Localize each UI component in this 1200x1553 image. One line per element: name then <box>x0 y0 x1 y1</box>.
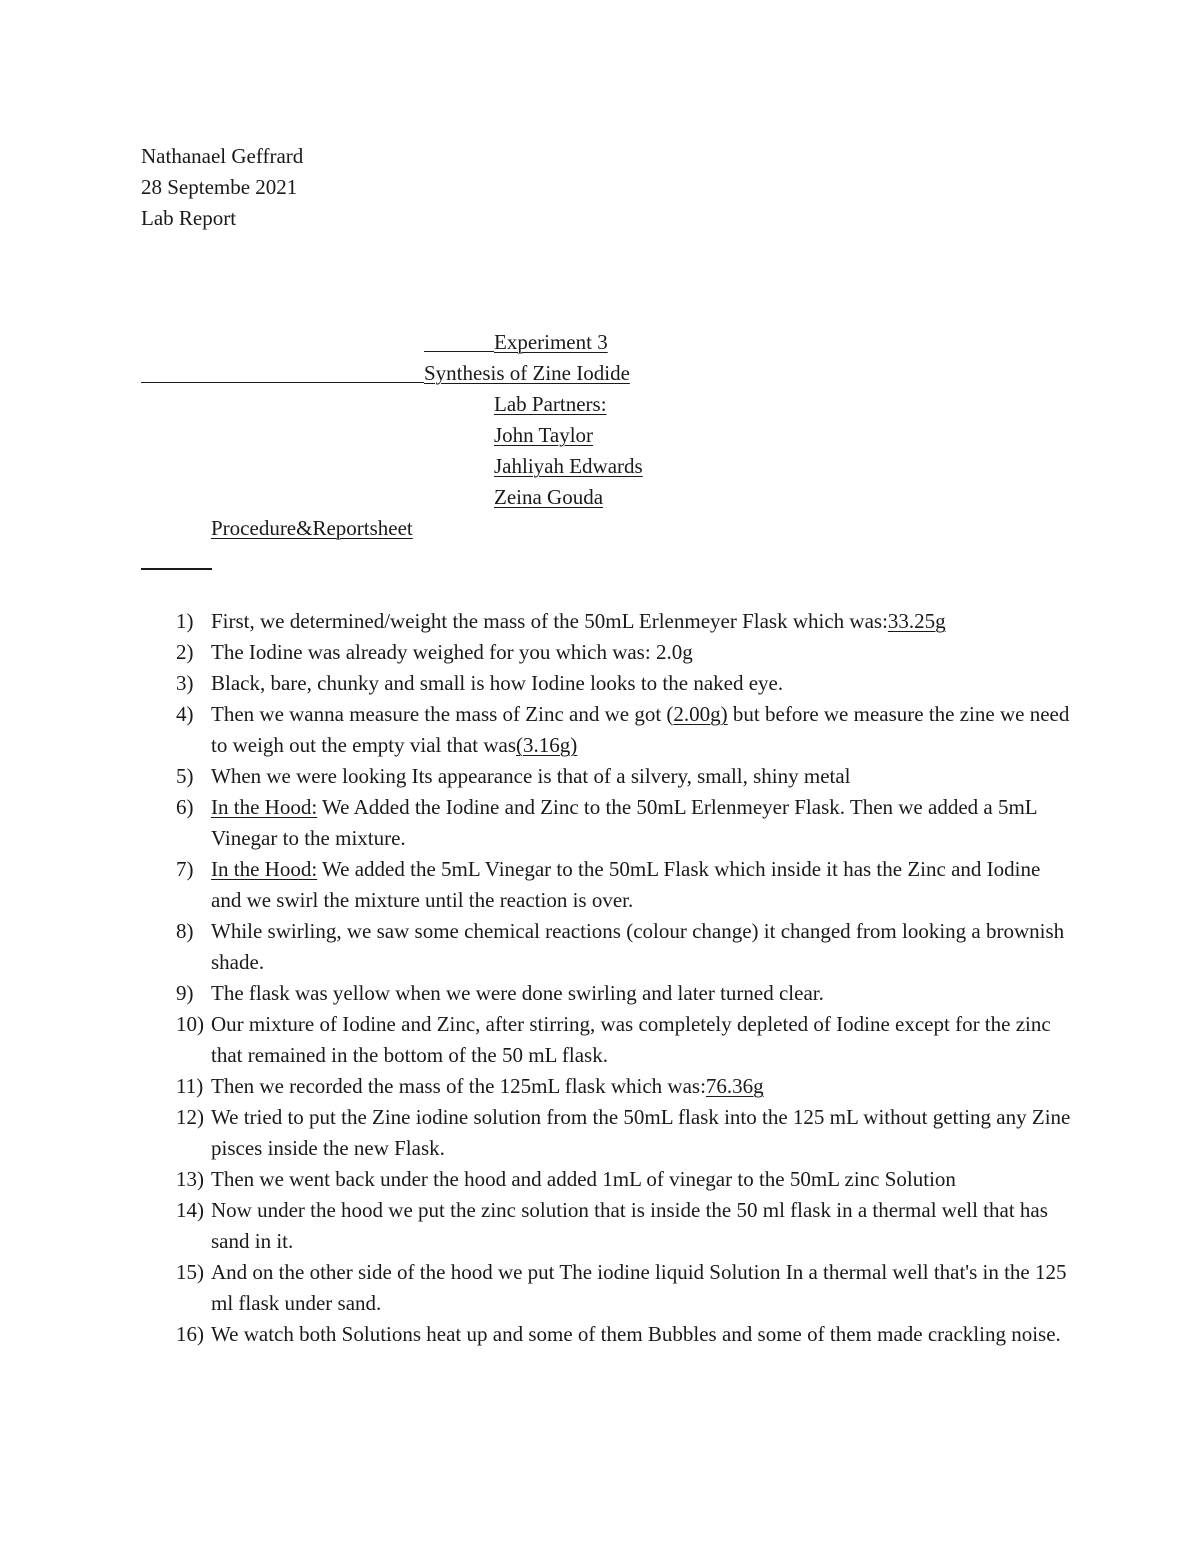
step-number: 6) <box>176 795 194 819</box>
partner-name: Jahliyah Edwards <box>494 454 643 478</box>
step-number: 16) <box>176 1322 204 1346</box>
step-number: 7) <box>176 857 194 881</box>
procedure-step <box>0 854 1071 916</box>
step-text-segment: Now under the hood we put the zinc solution that is inside the 50 ml flask in a thermal well that has sand in it. <box>211 1198 1048 1253</box>
document-header <box>141 141 303 234</box>
partner-line <box>141 420 1141 451</box>
section-rule <box>141 568 212 570</box>
step-text <box>211 916 1071 978</box>
procedure-step <box>0 916 1071 978</box>
underlined-text: 33.25g <box>887 609 946 633</box>
step-text-segment: We added the 5mL Vinegar to the 50mL Flask which inside it has the Zinc and Iodine and we swirl the mixture until the reaction is over. <box>211 857 1041 912</box>
step-text <box>211 1164 1071 1195</box>
step-text-segment: While swirling, we saw some chemical reactions (colour change) it changed from looking a brownish shade. <box>211 919 1065 974</box>
procedure-step <box>0 637 1071 668</box>
subtitle-line <box>141 358 1141 389</box>
procedure-step <box>0 606 1071 637</box>
step-text-segment: The Iodine was already weighed for you which was: 2.0g <box>211 640 693 664</box>
procedure-step <box>0 1257 1071 1319</box>
procedure-step <box>0 1071 1071 1102</box>
step-number: 12) <box>176 1105 204 1129</box>
step-text-segment: Black, bare, chunky and small is how Iodine looks to the naked eye. <box>211 671 784 695</box>
step-number: 5) <box>176 764 194 788</box>
step-text-segment: Then we wanna measure the mass of Zinc and we got ( <box>211 702 674 726</box>
step-text-segment: Then we went back under the hood and added 1mL of vinegar to the 50mL zinc Solution <box>211 1167 956 1191</box>
underlined-text: 2.00g) <box>673 702 728 726</box>
step-number: 8) <box>176 919 194 943</box>
experiment-subtitle: Synthesis of Zine Iodide <box>424 361 630 385</box>
step-text-segment: but before we measure the zine we need to weigh out the empty vial that was <box>211 702 1070 757</box>
step-text-segment: When we were looking Its appearance is that of a silvery, small, shiny metal <box>211 764 851 788</box>
step-text-segment: We tried to put the Zine iodine solution from the 50mL flask into the 125 mL without getting any Zine pisces inside the new Flask. <box>211 1105 1071 1160</box>
step-text <box>211 637 1071 668</box>
step-number: 2) <box>176 640 194 664</box>
step-text <box>211 1071 1071 1102</box>
procedure-step <box>0 1195 1071 1257</box>
step-number: 3) <box>176 671 194 695</box>
partner-name: Zeina Gouda <box>494 485 604 509</box>
partner-line <box>141 482 1141 513</box>
step-text <box>211 792 1071 854</box>
step-text <box>211 1257 1071 1319</box>
experiment-title: Experiment 3 <box>494 330 608 354</box>
procedure-steps <box>0 606 1100 1350</box>
procedure-step <box>0 668 1071 699</box>
procedure-step <box>0 699 1071 761</box>
step-number: 15) <box>176 1260 204 1284</box>
procedure-step <box>0 1102 1071 1164</box>
step-number: 1) <box>176 609 194 633</box>
step-number: 14) <box>176 1198 204 1222</box>
title-block <box>141 327 1141 513</box>
partner-line <box>141 451 1141 482</box>
partners-label: Lab Partners: <box>494 392 607 416</box>
underline-rule <box>424 351 494 352</box>
procedure-step <box>0 1009 1071 1071</box>
report-type: Lab Report <box>141 206 237 230</box>
step-text-segment: We watch both Solutions heat up and some of them Bubbles and some of them made crackling noise. <box>211 1322 1061 1346</box>
underline-rule <box>141 382 424 383</box>
step-number: 9) <box>176 981 194 1005</box>
step-number: 11) <box>176 1074 204 1098</box>
partner-name: John Taylor <box>494 423 594 447</box>
section-heading: Procedure&Reportsheet <box>211 516 413 540</box>
step-text <box>211 854 1071 916</box>
report-date: 28 Septembe 2021 <box>141 175 298 199</box>
step-number: 4) <box>176 702 194 726</box>
procedure-step <box>0 978 1071 1009</box>
step-text <box>211 606 1071 637</box>
step-text-segment: Then we recorded the mass of the 125mL flask which was: <box>211 1074 706 1098</box>
procedure-step <box>0 1319 1071 1350</box>
author-name: Nathanael Geffrard <box>141 144 304 168</box>
step-number: 10) <box>176 1012 204 1036</box>
underlined-text: In the Hood: <box>211 795 318 819</box>
step-text <box>211 668 1071 699</box>
experiment-line <box>141 327 1141 358</box>
step-text-segment: The flask was yellow when we were done swirling and later turned clear. <box>211 981 824 1005</box>
step-text <box>211 699 1071 761</box>
partners-label-line <box>141 389 1141 420</box>
underlined-text: (3.16g) <box>516 733 578 757</box>
step-text <box>211 1195 1071 1257</box>
step-text-segment: And on the other side of the hood we put The iodine liquid Solution In a thermal well that's in the 125 ml flask under sand. <box>211 1260 1067 1315</box>
underlined-text: 76.36g <box>705 1074 764 1098</box>
step-text <box>211 978 1071 1009</box>
step-text <box>211 1009 1071 1071</box>
step-text-segment: Our mixture of Iodine and Zinc, after stirring, was completely depleted of Iodine except for the zinc that remained in the bottom of the 50 mL flask. <box>211 1012 1051 1067</box>
procedure-step <box>0 792 1071 854</box>
step-text <box>211 761 1071 792</box>
procedure-step <box>0 1164 1071 1195</box>
underlined-text: In the Hood: <box>211 857 318 881</box>
step-text <box>211 1319 1071 1350</box>
procedure-step <box>0 761 1071 792</box>
step-text <box>211 1102 1071 1164</box>
step-text-segment: We Added the Iodine and Zinc to the 50mL Erlenmeyer Flask. Then we added a 5mL Vinegar to the mixture. <box>211 795 1037 850</box>
step-number: 13) <box>176 1167 204 1191</box>
step-text-segment: First, we determined/weight the mass of the 50mL Erlenmeyer Flask which was: <box>211 609 888 633</box>
